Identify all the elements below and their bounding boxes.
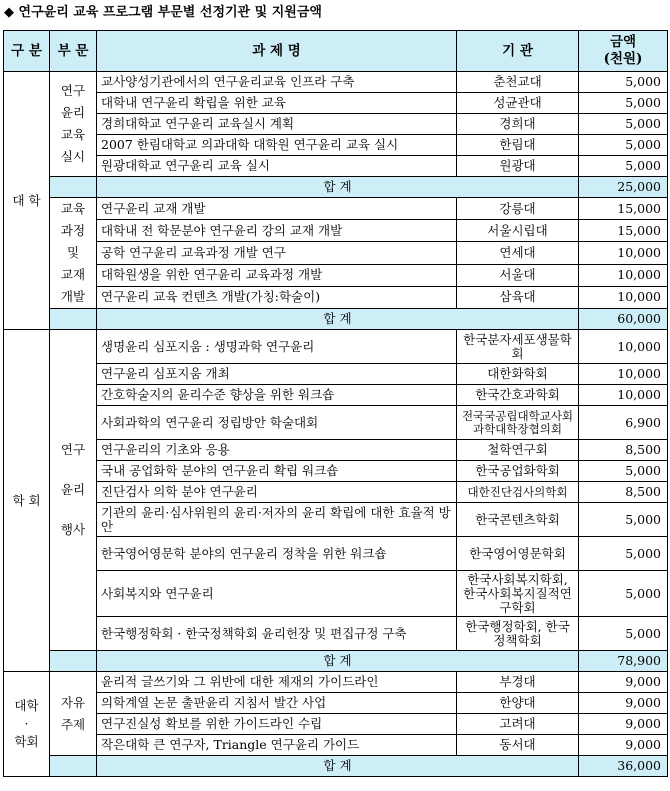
org-cell: 대한진단검사의학회 [457, 482, 579, 503]
amount-cell: 10,000 [579, 330, 668, 364]
program-cell: 작은대학 큰 연구자, Triangle 연구윤리 가이드 [97, 735, 457, 756]
amount-cell: 5,000 [579, 617, 668, 651]
amount-cell: 5,000 [579, 461, 668, 482]
division-event: 연구 윤리 행사 [50, 330, 97, 651]
program-cell: 공학 연구윤리 교육과정 개발 연구 [97, 242, 457, 264]
table-row [4, 198, 668, 220]
org-cell: 한국분자세포생물학회 [457, 330, 579, 364]
amount-cell: 6,900 [579, 406, 668, 440]
amount-cell: 9,000 [579, 714, 668, 735]
table-row [4, 461, 668, 482]
table-row [4, 440, 668, 461]
org-cell: 한국공업화학회 [457, 461, 579, 482]
header-program: 과 제 명 [97, 31, 457, 72]
amount-cell: 10,000 [579, 264, 668, 286]
program-cell: 진단검사 의학 분야 연구윤리 [97, 482, 457, 503]
program-cell: 경희대학교 연구윤리 교육실시 계획 [97, 114, 457, 135]
sum-amount: 78,900 [579, 651, 668, 672]
amount-cell: 5,000 [579, 537, 668, 571]
division-curr: 교육 과정 및 교재 개발 [50, 198, 97, 309]
program-cell: 2007 한림대학교 의과대학 대학원 연구윤리 교육 실시 [97, 135, 457, 156]
table-row [4, 571, 668, 617]
group-academy: 학 회 [4, 330, 50, 672]
amount-cell: 10,000 [579, 242, 668, 264]
sum-label: 합 계 [97, 651, 579, 672]
table-row [4, 482, 668, 503]
program-cell: 사회복지와 연구윤리 [97, 571, 457, 617]
program-cell: 연구윤리의 기초와 응용 [97, 440, 457, 461]
org-cell: 춘천교대 [457, 72, 579, 93]
amount-cell: 10,000 [579, 364, 668, 385]
table-row [4, 220, 668, 242]
program-cell: 교사양성기관에서의 연구윤리교육 인프라 구축 [97, 72, 457, 93]
division-free: 자유 주제 [50, 672, 97, 756]
sum-row [4, 756, 668, 777]
table-row [4, 156, 668, 177]
program-cell: 간호학술지의 윤리수준 향상을 위한 워크숍 [97, 385, 457, 406]
program-cell: 기관의 윤리·심사위원의 윤리·저자의 윤리 확립에 대한 효율적 방안 [97, 503, 457, 537]
org-cell: 서울시립대 [457, 220, 579, 242]
org-cell: 전국국공립대학교사회과학대학장협의회 [457, 406, 579, 440]
sum-row [4, 177, 668, 198]
sum-row [4, 651, 668, 672]
table-row [4, 135, 668, 156]
org-cell: 삼육대 [457, 286, 579, 308]
sum-label: 합 계 [97, 177, 579, 198]
table-row [4, 385, 668, 406]
division-edu: 연구 윤리 교육 실시 [50, 72, 97, 177]
table-row [4, 503, 668, 537]
sum-label: 합 계 [97, 309, 579, 330]
amount-cell: 10,000 [579, 286, 668, 308]
program-cell: 대학내 연구윤리 확립을 위한 교육 [97, 93, 457, 114]
table-row [4, 537, 668, 571]
amount-cell: 5,000 [579, 114, 668, 135]
table-row [4, 406, 668, 440]
org-cell: 철학연구회 [457, 440, 579, 461]
program-cell: 의학계열 논문 출판윤리 지침서 발간 사업 [97, 693, 457, 714]
org-cell: 서울대 [457, 264, 579, 286]
program-cell: 국내 공업화학 분야의 연구윤리 확립 워크숍 [97, 461, 457, 482]
table-row [4, 735, 668, 756]
header-division: 부 문 [50, 31, 97, 72]
amount-cell: 5,000 [579, 503, 668, 537]
amount-cell: 8,500 [579, 440, 668, 461]
org-cell: 대한화학회 [457, 364, 579, 385]
program-cell: 원광대학교 연구윤리 교육 실시 [97, 156, 457, 177]
table-row [4, 693, 668, 714]
program-cell: 연구진실성 확보를 위한 가이드라인 수립 [97, 714, 457, 735]
org-cell: 고려대 [457, 714, 579, 735]
program-cell: 사회과학의 연구윤리 정립방안 학술대회 [97, 406, 457, 440]
table-row [4, 672, 668, 693]
org-cell: 경희대 [457, 114, 579, 135]
sum-amount: 36,000 [579, 756, 668, 777]
org-cell: 동서대 [457, 735, 579, 756]
program-cell: 연구윤리 심포지움 개최 [97, 364, 457, 385]
amount-cell: 9,000 [579, 672, 668, 693]
sum-row [4, 309, 668, 330]
header-row [4, 31, 668, 72]
program-cell: 연구윤리 교육 컨텐츠 개발(가칭:학술이) [97, 286, 457, 308]
amount-cell: 5,000 [579, 72, 668, 93]
org-cell: 강릉대 [457, 198, 579, 220]
program-cell: 한국행정학회 · 한국정책학회 윤리헌장 및 편집규정 구축 [97, 617, 457, 651]
amount-cell: 5,000 [579, 93, 668, 114]
sum-amount: 60,000 [579, 309, 668, 330]
table-row [4, 286, 668, 308]
amount-cell: 15,000 [579, 198, 668, 220]
org-cell: 한림대 [457, 135, 579, 156]
header-amount-line2: (천원) [603, 51, 643, 67]
org-cell: 한국간호과학회 [457, 385, 579, 406]
funding-table [3, 30, 668, 777]
table-row [4, 114, 668, 135]
org-cell: 한국영어영문학회 [457, 537, 579, 571]
amount-cell: 9,000 [579, 693, 668, 714]
amount-cell: 5,000 [579, 156, 668, 177]
group-both: 대학 · 학회 [4, 672, 50, 777]
table-row [4, 330, 668, 364]
program-cell: 한국영어영문학 분야의 연구윤리 정착을 위한 워크숍 [97, 537, 457, 571]
amount-cell: 5,000 [579, 571, 668, 617]
org-cell: 연세대 [457, 242, 579, 264]
program-cell: 연구윤리 교재 개발 [97, 198, 457, 220]
table-row [4, 264, 668, 286]
program-cell: 생명윤리 심포지움 : 생명과학 연구윤리 [97, 330, 457, 364]
group-univ: 대 학 [4, 72, 50, 330]
amount-cell: 9,000 [579, 735, 668, 756]
amount-cell: 5,000 [579, 135, 668, 156]
header-amount [579, 31, 668, 72]
amount-cell: 10,000 [579, 385, 668, 406]
org-cell: 한국사회복지학회, 한국사회복지질적연구학회 [457, 571, 579, 617]
table-row [4, 714, 668, 735]
table-row [4, 242, 668, 264]
org-cell: 부경대 [457, 672, 579, 693]
amount-cell: 8,500 [579, 482, 668, 503]
table-row [4, 617, 668, 651]
org-cell: 한국콘텐츠학회 [457, 503, 579, 537]
org-cell: 한양대 [457, 693, 579, 714]
sum-label: 합 계 [97, 756, 579, 777]
page-title: ◆ 연구윤리 교육 프로그램 부문별 선정기관 및 지원금액 [4, 5, 322, 20]
amount-cell: 15,000 [579, 220, 668, 242]
table-row [4, 364, 668, 385]
program-cell: 윤리적 글쓰기와 그 위반에 대한 제재의 가이드라인 [97, 672, 457, 693]
org-cell: 성균관대 [457, 93, 579, 114]
table-row [4, 93, 668, 114]
table-row [4, 72, 668, 93]
header-category: 구 분 [4, 31, 50, 72]
org-cell: 한국행정학회, 한국정책학회 [457, 617, 579, 651]
program-cell: 대학내 전 학문분야 연구윤리 강의 교재 개발 [97, 220, 457, 242]
sum-amount: 25,000 [579, 177, 668, 198]
org-cell: 원광대 [457, 156, 579, 177]
header-org: 기 관 [457, 31, 579, 72]
header-amount-line1: 금액 [609, 34, 637, 50]
program-cell: 대학원생을 위한 연구윤리 교육과정 개발 [97, 264, 457, 286]
